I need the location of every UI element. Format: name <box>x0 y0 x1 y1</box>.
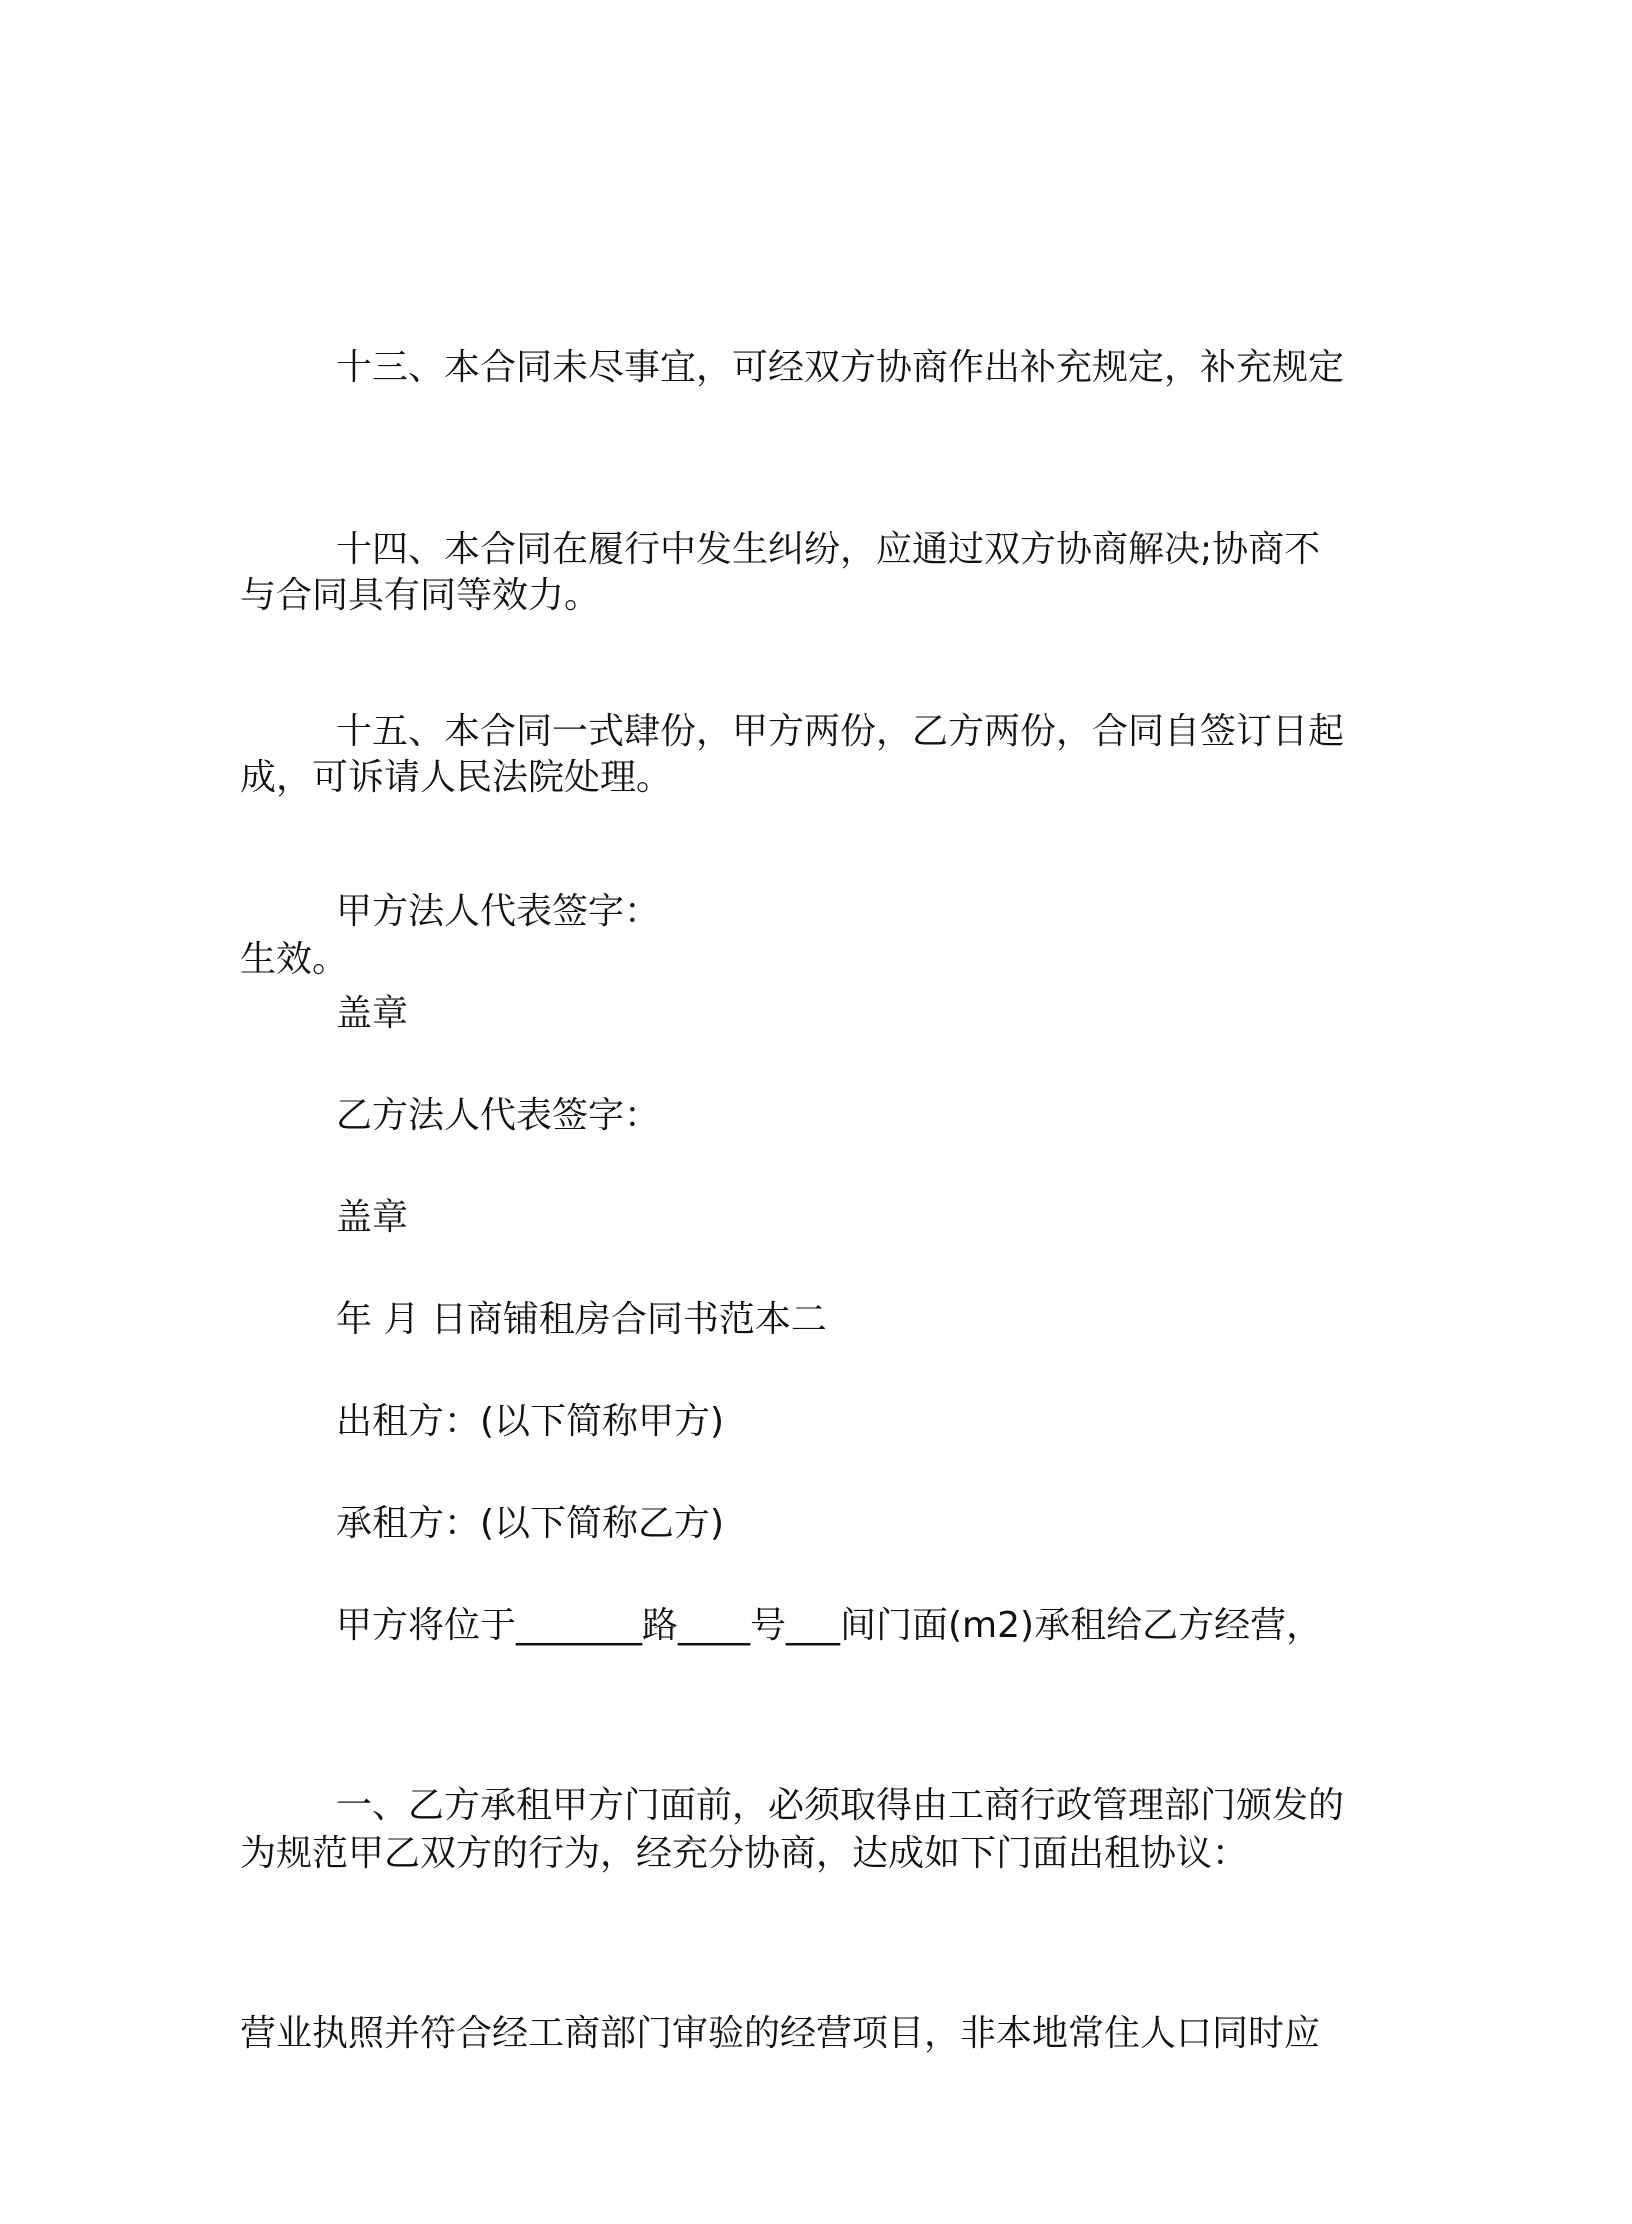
party-b-seal-label: 盖章 <box>336 1197 409 1238</box>
clause-14-line-2: 成，可诉请人民法院处理。 <box>240 757 673 798</box>
clause-1-line-1: 一、乙方承租甲方门面前，必须取得由工商行政管理部门颁发的 <box>336 1785 1345 1826</box>
clause-1-line-2: 营业执照并符合经工商部门审验的经营项目，非本地常住人口同时应 <box>240 2013 1321 2054</box>
party-a-seal-label: 盖章 <box>336 993 409 1034</box>
date-and-title-text: 年 月 日商铺租房合同书范本二 <box>336 1299 827 1340</box>
lessor-text: 出租方：(以下简称甲方) <box>336 1401 725 1442</box>
clause-15-line-2: 生效。 <box>240 939 349 980</box>
intro-line-2: 为规范甲乙双方的行为，经充分协商，达成如下门面出租协议： <box>240 1833 1249 1874</box>
party-a-signature-label: 甲方法人代表签字： <box>336 891 661 932</box>
intro-line-1: 甲方将位于_______路____号___间门面(m2)承租给乙方经营， <box>336 1605 1323 1646</box>
clause-13-line-1: 十三、本合同未尽事宜，可经双方协商作出补充规定，补充规定 <box>336 347 1345 388</box>
clause-13-line-2: 与合同具有同等效力。 <box>240 575 601 616</box>
clause-14-line-1: 十四、本合同在履行中发生纠纷，应通过双方协商解决;协商不 <box>336 529 1321 570</box>
clause-15-line-1: 十五、本合同一式肆份，甲方两份，乙方两份，合同自签订日起 <box>336 711 1345 752</box>
party-b-signature-label: 乙方法人代表签字： <box>336 1095 661 1136</box>
lessee-text: 承租方：(以下简称乙方) <box>336 1503 725 1544</box>
clause-1 <box>240 1616 1380 2224</box>
